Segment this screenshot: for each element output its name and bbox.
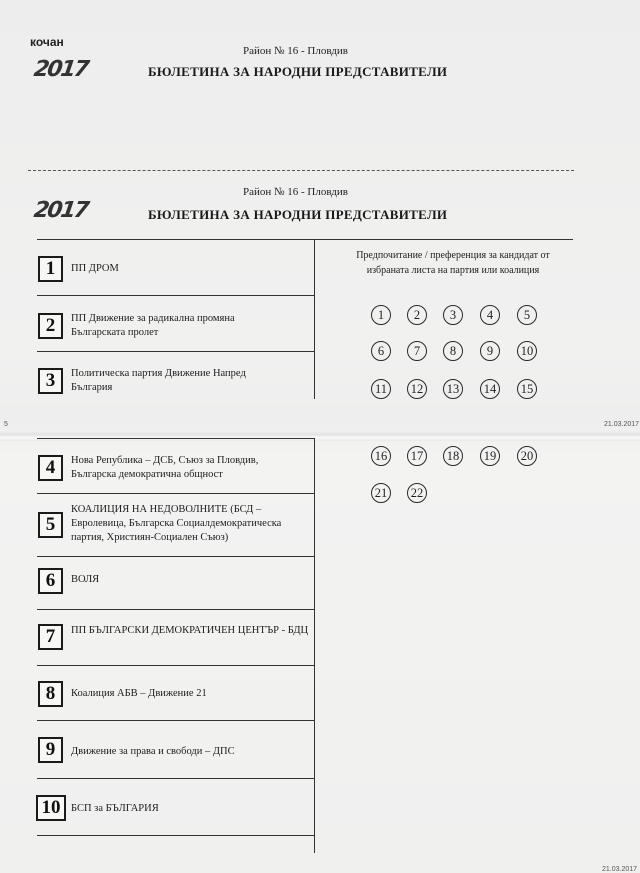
row-separator <box>37 351 314 352</box>
party-name: ПП БЪЛГАРСКИ ДЕМОКРАТИЧЕН ЦЕНТЪР - БДЦ <box>71 625 309 636</box>
party-number-box: 7 <box>38 624 63 650</box>
preference-circle-1[interactable]: 1 <box>371 305 391 325</box>
preference-circle-19[interactable]: 19 <box>480 446 500 466</box>
column-divider-bottom <box>314 438 315 853</box>
ballot-year-logo: 2017 <box>32 198 89 223</box>
row-separator <box>37 778 314 779</box>
party-name: Политическа партия Движение Напред България <box>71 368 246 393</box>
party-number-box: 3 <box>38 368 63 394</box>
preference-circle-20[interactable]: 20 <box>517 446 537 466</box>
party-number-box: 10 <box>36 795 66 821</box>
stub-title: БЮЛЕТИНА ЗА НАРОДНИ ПРЕДСТАВИТЕЛИ <box>148 64 448 79</box>
print-date-bottom: 21.03.2017 <box>602 866 638 873</box>
row-separator <box>37 609 314 610</box>
preference-circle-4[interactable]: 4 <box>480 305 500 325</box>
preference-circle-3[interactable]: 3 <box>443 305 463 325</box>
preference-circle-18[interactable]: 18 <box>443 446 463 466</box>
stub-label: кочан <box>30 35 64 49</box>
preference-circle-13[interactable]: 13 <box>443 379 463 399</box>
party-number-box: 5 <box>38 512 63 538</box>
preference-circle-7[interactable]: 7 <box>407 341 427 361</box>
row-separator <box>37 835 314 836</box>
preference-circle-12[interactable]: 12 <box>407 379 427 399</box>
preference-circle-5[interactable]: 5 <box>517 305 537 325</box>
column-divider-top <box>314 239 315 399</box>
print-date: 21.03.2017 <box>604 421 640 428</box>
preference-circle-21[interactable]: 21 <box>371 483 391 503</box>
party-name: ПП ДРОМ <box>71 263 119 274</box>
stub-year-logo: 2017 <box>32 57 89 82</box>
preference-circle-11[interactable]: 11 <box>371 379 391 399</box>
party-number-box: 8 <box>38 681 63 707</box>
perforation-line <box>28 170 574 171</box>
preference-header: Предпочитание / преференция за кандидат от избраната листа на партия или коалиция <box>356 250 550 276</box>
preference-circle-9[interactable]: 9 <box>480 341 500 361</box>
party-number-box: 6 <box>38 568 63 594</box>
page-number: 5 <box>4 421 8 428</box>
preference-circle-16[interactable]: 16 <box>371 446 391 466</box>
party-number-box: 2 <box>38 313 63 339</box>
ballot-title: БЮЛЕТИНА ЗА НАРОДНИ ПРЕДСТАВИТЕЛИ <box>148 207 448 222</box>
party-name: Движение за права и свободи – ДПС <box>71 746 235 757</box>
row-separator <box>37 665 314 666</box>
header-rule <box>37 239 573 240</box>
preference-circle-8[interactable]: 8 <box>443 341 463 361</box>
party-number-box: 1 <box>38 256 63 282</box>
party-name: ВОЛЯ <box>71 574 100 585</box>
row-separator <box>37 295 314 296</box>
party-name: Коалиция АБВ – Движение 21 <box>71 688 207 699</box>
preference-circle-14[interactable]: 14 <box>480 379 500 399</box>
party-name: Нова Република – ДСБ, Съюз за Пловдив, Българска демократична общност <box>71 455 259 480</box>
preference-circle-22[interactable]: 22 <box>407 483 427 503</box>
row-separator <box>37 493 314 494</box>
party-number-box: 4 <box>38 455 63 481</box>
preference-circle-10[interactable]: 10 <box>517 341 537 361</box>
party-name: БСП за БЪЛГАРИЯ <box>71 803 159 814</box>
party-number-box: 9 <box>38 737 63 763</box>
stub-district: Район № 16 - Пловдив <box>243 45 348 57</box>
party-name: КОАЛИЦИЯ НА НЕДОВОЛНИТЕ (БСД – Евролевица, Българска Социалдемократическа партия, Християн-Социален Съюз) <box>71 504 282 543</box>
ballot-district: Район № 16 - Пловдив <box>243 186 348 198</box>
party-name: ПП Движение за радикална промяна Българската пролет <box>71 313 235 338</box>
preference-circle-15[interactable]: 15 <box>517 379 537 399</box>
row-separator <box>37 438 314 439</box>
row-separator <box>37 556 314 557</box>
preference-circle-6[interactable]: 6 <box>371 341 391 361</box>
row-separator <box>37 720 314 721</box>
paper-fold <box>0 431 640 441</box>
preference-circle-2[interactable]: 2 <box>407 305 427 325</box>
preference-circle-17[interactable]: 17 <box>407 446 427 466</box>
